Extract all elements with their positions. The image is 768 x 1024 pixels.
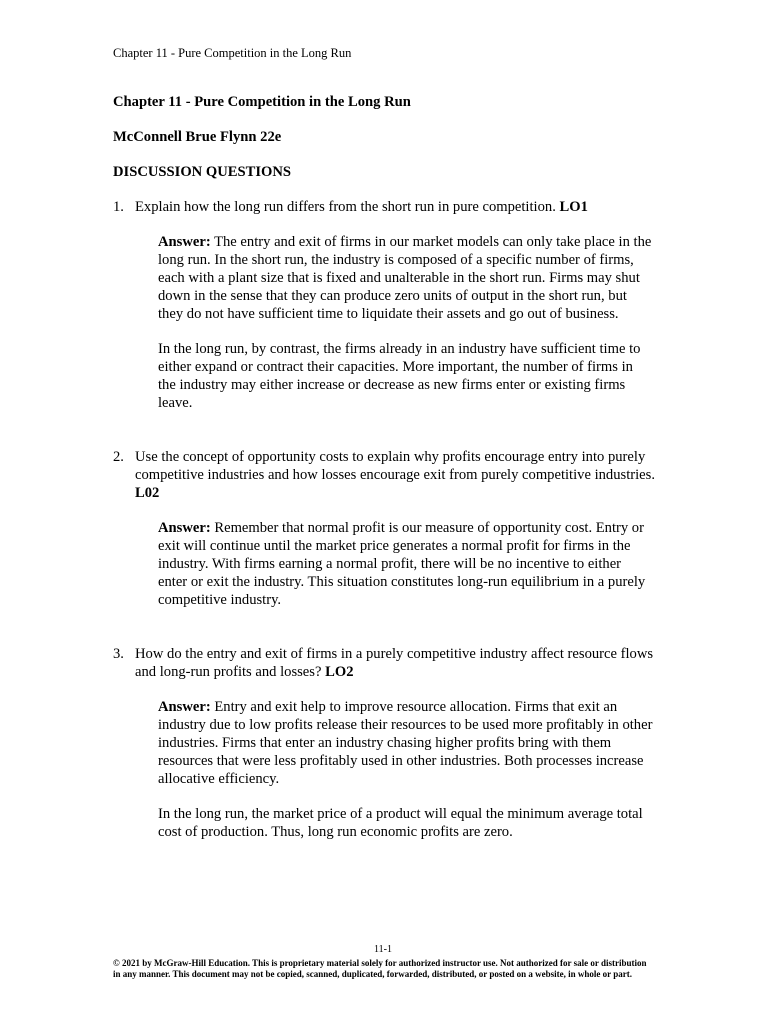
answer-3 [158, 698, 653, 841]
copyright-notice: © 2021 by McGraw-Hill Education. This is proprietary material solely for authorized instructor use. Not authorized for sale or distribution in any manner. This document may not be copied, scanned, duplicated, forwarded, distributed, or posted on a website, in whole or part. [113, 958, 647, 979]
answer-2 [158, 519, 653, 609]
question-2 [113, 448, 658, 502]
question-block-1 [113, 198, 658, 412]
answer-paragraph [158, 519, 653, 609]
question-text: Explain how the long run differs from the short run in pure competition. [135, 199, 556, 215]
answer-text: Entry and exit help to improve resource allocation. Firms that exit an industry due to low profits release their resources to be used more profitably in other industries. Firms that enter an industry chasing higher profits bring with them resources that were less profitably used in other industries. Both processes increase allocative efficiency. [158, 699, 653, 787]
answer-paragraph [158, 233, 653, 323]
answer-text: The entry and exit of firms in our market models can only take place in the long run. In the short run, the industry is composed of a specific number of firms, each with a plant size that is fixed and unalterable in the short run. Firms may shut down in the sense that they can produce zero units of output in the short run, but they do not have sufficient time to liquidate their assets and go out of business. [158, 234, 652, 322]
answer-1 [158, 233, 653, 412]
section-heading: DISCUSSION QUESTIONS [113, 164, 292, 180]
learning-objective: LO2 [325, 664, 354, 680]
question-number: 1. [113, 199, 124, 215]
authors-edition: McConnell Brue Flynn 22e [113, 129, 282, 145]
answer-paragraph: In the long run, by contrast, the firms already in an industry have sufficient time to either expand or contract their capacities. More important, the number of firms in the industry may either increase or decrease as new firms enter or existing firms leave. [158, 341, 641, 411]
answer-text: Remember that normal profit is our measure of opportunity cost. Entry or exit will continue until the market price generates a normal profit for firms in the industry. With firms earning a normal profit, there will be no incentive to either enter or exit the industry. This situation constitutes long-run equilibrium in a purely competitive industry. [158, 520, 646, 608]
answer-label: Answer: [158, 234, 211, 250]
question-text: Use the concept of opportunity costs to explain why profits encourage entry into purely competitive industries and how losses encourage exit from purely competitive industries. [135, 449, 655, 483]
question-block-2 [113, 448, 658, 609]
running-header: Chapter 11 - Pure Competition in the Long Run [113, 46, 352, 60]
page-footer [113, 944, 653, 980]
question-number: 3. [113, 646, 124, 662]
question-3 [113, 645, 658, 681]
learning-objective: L02 [135, 485, 160, 501]
question-text: How do the entry and exit of firms in a purely competitive industry affect resource flows and long-run profits and losses? [135, 646, 654, 680]
learning-objective: LO1 [559, 199, 588, 215]
question-block-3 [113, 645, 658, 841]
question-number: 2. [113, 449, 124, 465]
answer-paragraph: In the long run, the market price of a product will equal the minimum average total cost of production. Thus, long run economic profits are zero. [158, 806, 643, 840]
page-number: 11-1 [374, 944, 392, 955]
document-body [113, 93, 658, 841]
answer-label: Answer: [158, 520, 211, 536]
chapter-title: Chapter 11 - Pure Competition in the Long Run [113, 94, 411, 110]
question-1 [113, 198, 658, 216]
answer-paragraph [158, 698, 653, 788]
answer-label: Answer: [158, 699, 211, 715]
